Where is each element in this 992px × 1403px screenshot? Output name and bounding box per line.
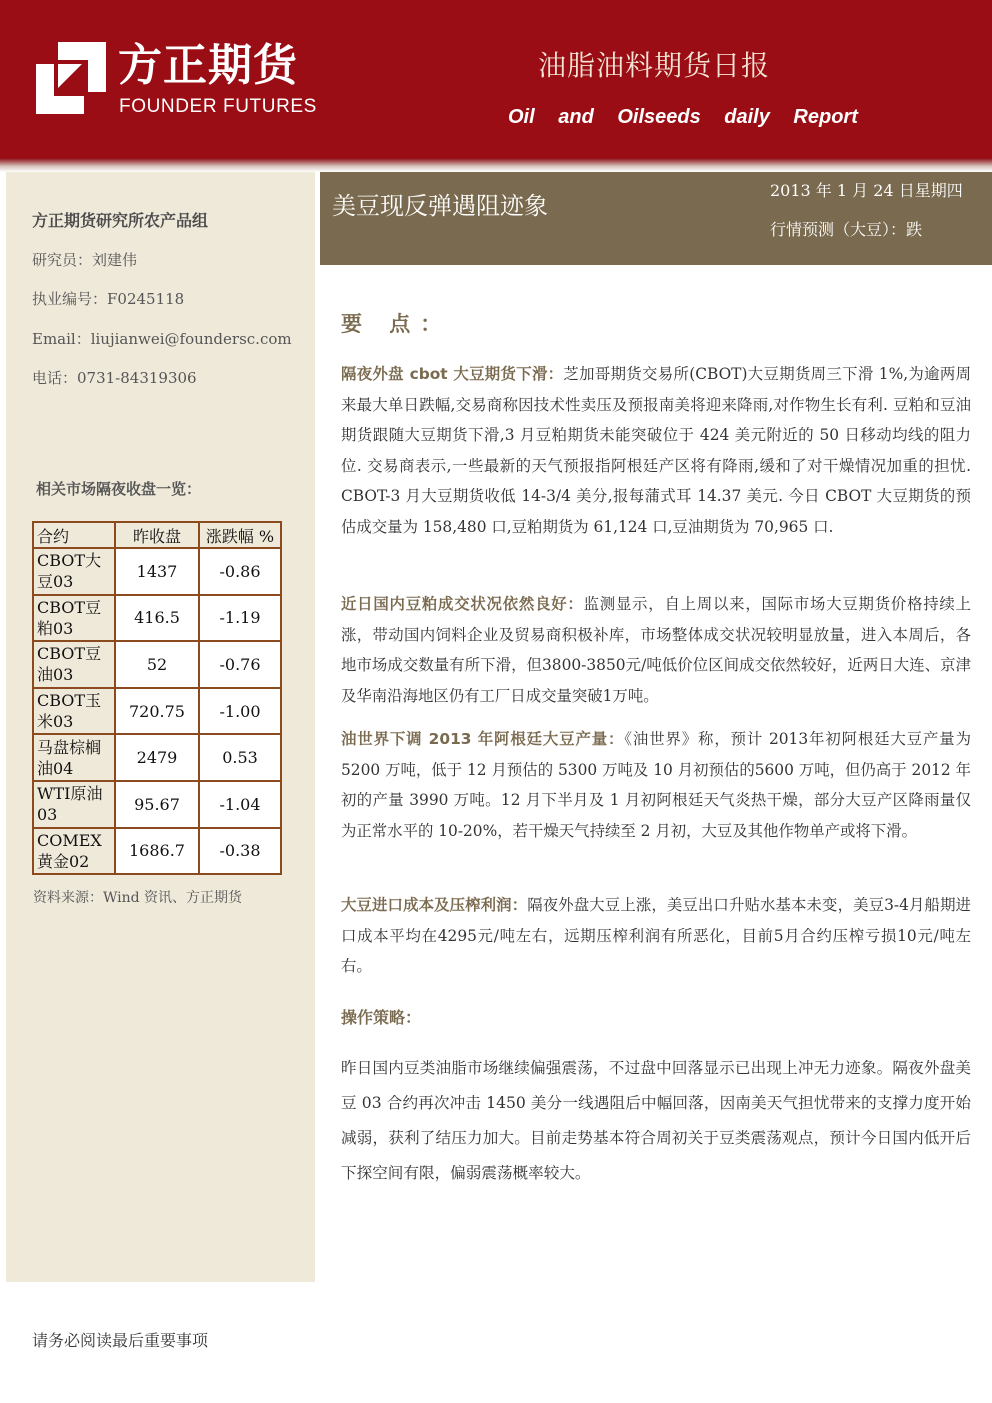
- close-value: 1686.7: [115, 828, 199, 875]
- close-value: 416.5: [115, 595, 199, 642]
- col-header-change: 涨跌幅 %: [199, 522, 281, 548]
- table-row: [33, 641, 281, 688]
- close-value: 52: [115, 641, 199, 688]
- table-row: [33, 781, 281, 828]
- table-row: [33, 828, 281, 875]
- overnight-quotes-table: [32, 521, 282, 875]
- change-value: -1.00: [199, 688, 281, 735]
- contract-name: WTI原油03: [33, 781, 115, 828]
- table-row: [33, 734, 281, 781]
- key-points-heading: [341, 300, 971, 338]
- change-value: -0.76: [199, 641, 281, 688]
- change-value: 0.53: [199, 734, 281, 781]
- brand-name-cn: 方正期货: [118, 40, 298, 91]
- paragraph-meal-trade: [341, 589, 971, 711]
- contract-name: COMEX黄金02: [33, 828, 115, 875]
- report-date: 2013 年 1 月 24 日星期四: [770, 181, 963, 200]
- strategy-title: 操作策略：: [341, 1008, 422, 1027]
- paragraph-text: 芝加哥期货交易所(CBOT)大豆期货周三下滑 1%,为逾两周来最大单日跌幅,交易商称因技术性卖压及预报南美将迎来降雨,对作物生长有利. 豆粕和豆油期货跟随大豆期货下滑,3 月豆粕期货未能突破位于 424 美元附近的 50 日移动均线的阻力位. 交易商表示,一些最新的天气预报指阿根廷产区将有降雨,缓和了对干燥情况加重的担忧. CBOT-3 月大豆期货收低 14-3/4 美分,报每蒲式耳 14.37 美元. 今日 CBOT 大豆期货的预估成交量为 158,480 口,豆粕期货为 61,124 口,豆油期货为 70,965 口.: [341, 365, 971, 536]
- founder-logo-icon: [36, 42, 106, 114]
- paragraph-text: 《油世界》称，预计 2013年初阿根廷大豆产量为 5200 万吨，低于 12 月预估的 5300 万吨及 10 月初预估的5600 万吨，但仍高于 2012 年初的产量 3990 万吨。12 月下半月及 1 月初阿根廷天气炎热干燥，部分大豆产区降雨量仅为正常水平的 10-20%，若干燥天气持续至 2 月初，大豆及其他作物单产或将下滑。: [341, 730, 971, 840]
- change-value: -1.04: [199, 781, 281, 828]
- header-shadow: [0, 158, 992, 172]
- report-title-en: Oil and Oilseeds daily Report: [508, 106, 858, 128]
- paragraph-cbot: [341, 359, 971, 542]
- key-points-title: 要 点：: [341, 312, 452, 336]
- table-header-row: [33, 522, 281, 548]
- change-value: -1.19: [199, 595, 281, 642]
- col-header-close: 昨收盘: [115, 522, 199, 548]
- change-value: -0.38: [199, 828, 281, 875]
- contract-name: CBOT大豆03: [33, 548, 115, 595]
- research-group: 方正期货研究所农产品组: [32, 211, 209, 230]
- close-value: 1437: [115, 548, 199, 595]
- overnight-section-title: 相关市场隔夜收盘一览：: [36, 480, 202, 498]
- paragraph-lead: 近日国内豆粕成交状况依然良好：: [341, 595, 584, 613]
- contract-name: CBOT玉米03: [33, 688, 115, 735]
- report-title-cn: 油脂油料期货日报: [538, 49, 771, 82]
- contract-name: CBOT豆油03: [33, 641, 115, 688]
- paragraph-lead: 大豆进口成本及压榨利润：: [341, 896, 528, 914]
- table-row: [33, 688, 281, 735]
- email: Email：liujianwei@foundersc.com: [32, 330, 292, 348]
- table-row: [33, 548, 281, 595]
- close-value: 2479: [115, 734, 199, 781]
- paragraph-text: 监测显示，自上周以来，国际市场大豆期货价格持续上涨，带动国内饲料企业及贸易商积极补库，市场整体成交状况较明显放量，进入本周后，各地市场成交数量有所下滑，但3800-3850元/吨低价位区间成交依然较好，近两日大连、京津及华南沿海地区仍有工厂日成交量突破1万吨。: [341, 595, 971, 705]
- contract-name: CBOT豆粕03: [33, 595, 115, 642]
- paragraph-lead: 隔夜外盘 cbot 大豆期货下滑：: [341, 365, 564, 383]
- paragraph-text: 隔夜外盘大豆上涨，美豆出口升贴水基本未变，美豆3-4月船期进口成本平均在4295元/吨左右，远期压榨利润有所恶化，目前5月合约压榨亏损10元/吨左右。: [341, 896, 971, 975]
- paragraph-oil-world: [341, 724, 971, 846]
- phone: 电话：0731-84319306: [32, 369, 197, 387]
- strategy-text: 昨日国内豆类油脂市场继续偏强震荡，不过盘中回落显示已出现上冲无力迹象。隔夜外盘美豆 03 合约再次冲击 1450 美分一线遇阻后中幅回落，因南美天气担忧带来的支撑力度开始减弱，获利了结压力加大。目前走势基本符合周初关于豆类震荡观点，预计今日国内低开后下探空间有限，偏弱震荡概率较大。: [341, 1059, 971, 1182]
- title-bar: [320, 172, 992, 265]
- disclaimer-note: 请务必阅读最后重要事项: [32, 1331, 209, 1350]
- paragraph-import-cost: [341, 890, 971, 982]
- table-row: [33, 595, 281, 642]
- data-source: 资料来源：Wind 资讯、方正期货: [33, 890, 243, 906]
- close-value: 95.67: [115, 781, 199, 828]
- col-header-contract: 合约: [33, 522, 115, 548]
- contract-name: 马盘棕榈油04: [33, 734, 115, 781]
- close-value: 720.75: [115, 688, 199, 735]
- researcher: 研究员：刘建伟: [32, 251, 138, 269]
- brand-name-en: FOUNDER FUTURES: [119, 96, 317, 117]
- market-forecast: 行情预测（大豆）：跌: [770, 220, 923, 239]
- paragraph-lead: 油世界下调 2013 年阿根廷大豆产量：: [341, 730, 625, 748]
- change-value: -0.86: [199, 548, 281, 595]
- license-number: 执业编号：F0245118: [32, 290, 185, 308]
- report-headline: 美豆现反弹遇阻迹象: [332, 192, 548, 220]
